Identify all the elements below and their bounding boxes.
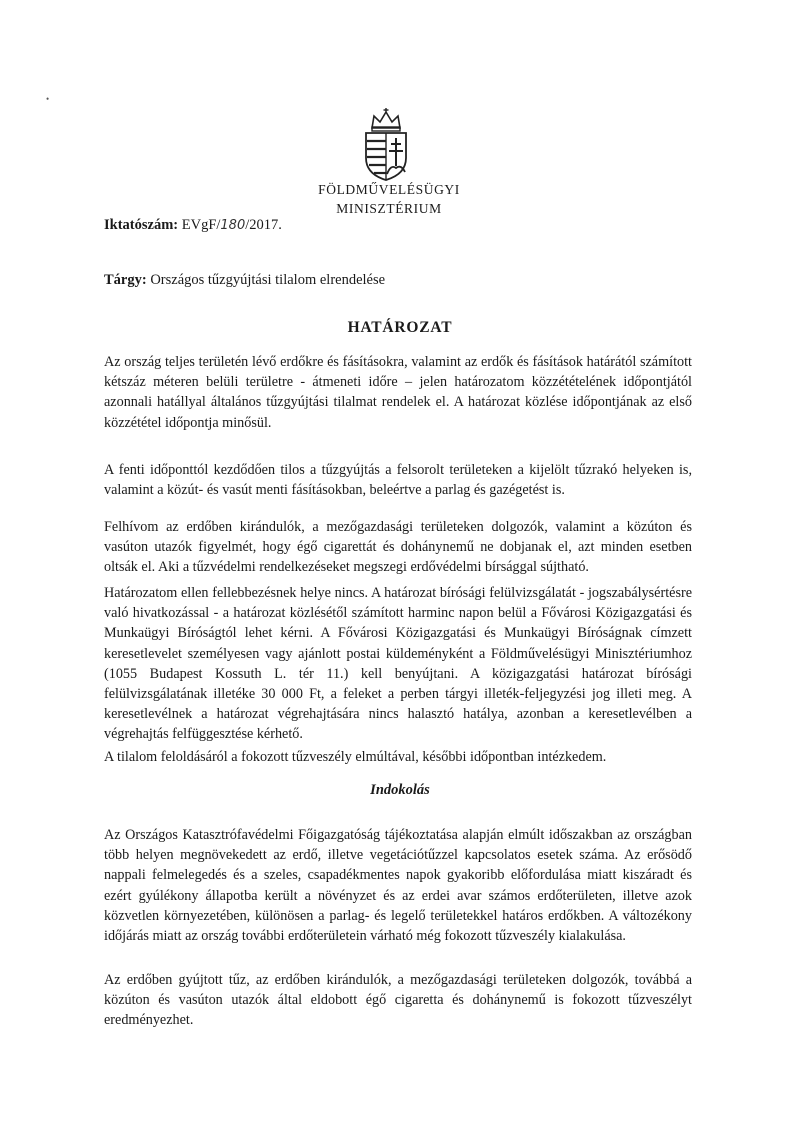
scan-speck: • xyxy=(46,94,50,104)
ministry-name-line2: MINISZTÉRIUM xyxy=(336,201,442,216)
reference-number xyxy=(104,217,282,234)
reference-number-suffix: /2017. xyxy=(245,217,282,233)
decision-title: HATÁROZAT xyxy=(347,319,453,336)
coat-of-arms-icon xyxy=(358,108,414,182)
reference-number-label: Iktatószám: xyxy=(104,217,179,233)
subject-text: Országos tűzgyújtási tilalom elrendelése xyxy=(150,272,386,288)
decision-paragraph: Határozatom ellen fellebbezésnek helye nincs. A határozat bírósági felülvizsgálatát - jogszabálysértésre való hivatkozással - a határozat közlésétől számított harminc napon belül a Fővárosi Közigazgatási és Munkaügyi Bíróságtól lehet kérni. A Fővárosi Közigazgatási és Munkaügyi Bíróságnak címzett keresetlevelet személyesen vagy ajánlott postai küldeményként a Földművelésügyi Minisztériumhoz (1055 Budapest Kossuth L. tér 11.) kell benyújtani. A közigazgatási határozat bírósági felülvizsgálatának illetéke 30 000 Ft, a feleket a perben tárgyi illeték-feljegyzési jog illeti meg. A keresetlevélnek a határozat végrehajtására nincs halasztó hatálya, azonban a keresetlevélben a végrehajtás felfüggesztése kérhető. xyxy=(104,585,692,743)
reference-number-prefix: EVgF/ xyxy=(181,217,221,233)
decision-paragraph: Felhívom az erdőben kirándulók, a mezőgazdasági területeken dolgozók, valamint a közúton és vasúton utazók figyelmét, hogy égő cigarettát és dohánynemű ne dobjanak el, azt minden esetben oltsák el. Aki a tűzvédelmi rendelkezéseket megszegi erdővédelmi bírsággal sújtható. xyxy=(104,519,692,576)
reasoning-paragraph: Az erdőben gyújtott tűz, az erdőben kirándulók, a mezőgazdasági területeken dolgozók, továbbá a közúton és vasúton utazók által eldobott égő cigaretta és dohánynemű is fokozott tűzveszélyt eredményezhet. xyxy=(104,972,692,1029)
decision-paragraph: A fenti időponttól kezdődően tilos a tűzgyújtás a felsorolt területeken a kijelölt tűzrakó helyeken is, valamint a közút- és vasút menti fásításokban, beleértve a parlag és gazégetést is. xyxy=(104,462,692,499)
decision-paragraph: A tilalom feloldásáról a fokozott tűzveszély elmúltával, későbbi időpontban intézkedem. xyxy=(104,749,607,765)
subject-line xyxy=(104,272,385,289)
reasoning-title: Indokolás xyxy=(370,782,430,798)
subject-label: Tárgy: xyxy=(104,272,147,288)
decision-paragraph: Az ország teljes területén lévő erdőkre és fásításokra, valamint az erdők és fásítások határától számított kétszáz méteren belüli területre - átmeneti időre – jelen határozatom közzétételének időpontjától azonnali hatállyal általános tűzgyújtási tilalmat rendelek el. A határozat közlése időpontjának az első közzététel időpontja minősül. xyxy=(104,354,692,431)
ministry-name-line1: FÖLDMŰVELÉSÜGYI xyxy=(318,182,460,197)
reference-number-handwritten: 180 xyxy=(220,218,246,233)
ministry-name xyxy=(300,180,478,218)
reasoning-paragraph: Az Országos Katasztrófavédelmi Főigazgatóság tájékoztatása alapján elmúlt időszakban az országban több helyen megnövekedett az erdő, illetve vegetációtűzzel kapcsolatos esetek száma. Az erősödő nappali felmelegedés és a szeles, csapadékmentes napok gyakoribb előfordulása miatt kiszáradt és ezért gyúlékony állapotba került a növényzet és az erdei avar számos erdőterületen, illetve azok közvetlen környezetében, különösen a parlag- és legelő területekkel határos erdőkben. A változékony időjárás miatt az ország további erdőterületein várható még fokozott tűzveszély kialakulása. xyxy=(104,827,692,945)
